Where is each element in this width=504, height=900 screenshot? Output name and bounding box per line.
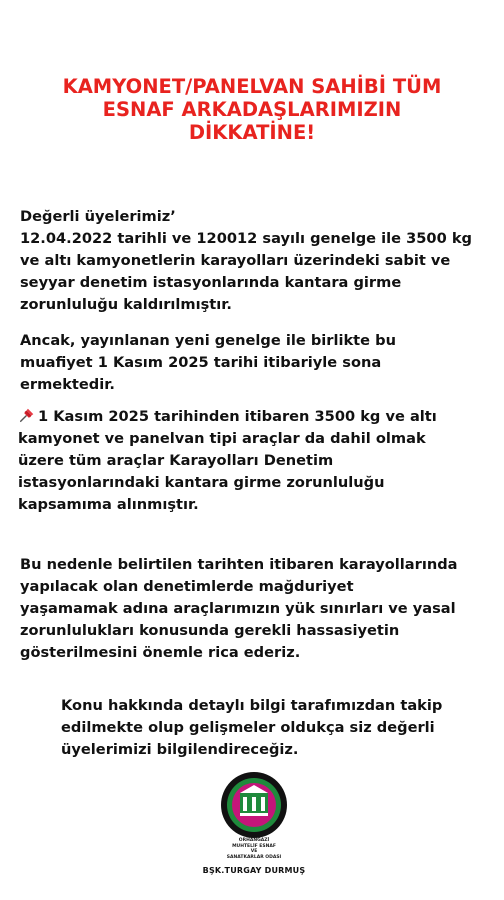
paragraph-line: kapsamıma alınmıştır.	[18, 496, 199, 513]
title-line: ESNAF ARKADAŞLARIMIZIN	[102, 98, 402, 121]
signature: BŞK.TURGAY DURMUŞ	[202, 866, 306, 875]
paragraph-line: zorunlulukları konusunda gerekli hassasiyetin	[20, 622, 400, 639]
paragraph-line: 12.04.2022 tarihli ve 120012 sayılı genelge ile 3500 kg	[20, 230, 472, 247]
announcement-title	[20, 75, 484, 144]
paragraph-line: Ancak, yayınlanan yeni genelge ile birlikte bu	[20, 332, 396, 349]
paragraph-intro	[20, 206, 472, 316]
logo-caption-line: ORHANGAZİ	[238, 838, 270, 843]
paragraph-closing	[61, 695, 442, 761]
paragraph-line-text: 1 Kasım 2025 tarihinden itibaren 3500 kg ve altı	[38, 408, 437, 425]
paragraph-line: edilmekte olup gelişmeler oldukça siz değerli	[61, 719, 435, 736]
paragraph-new-rule	[18, 406, 437, 516]
paragraph-line: ermektedir.	[20, 376, 115, 393]
logo-caption-line: SANATKARLAR ODASI	[226, 854, 282, 860]
paragraph-line: üyelerimizi bilgilendireceğiz.	[61, 741, 299, 758]
paragraph-line: seyyar denetim istasyonlarında kantara girme	[20, 274, 402, 291]
paragraph-line: istasyonlarındaki kantara girme zorunluluğu	[18, 474, 385, 491]
paragraph-line	[18, 406, 437, 428]
paragraph-line: Bu nedenle belirtilen tarihten itibaren karayollarında	[20, 556, 458, 573]
title-line: KAMYONET/PANELVAN SAHİBİ TÜM	[62, 75, 442, 98]
paragraph-line: kamyonet ve panelvan tipi araçlar da dahil olmak	[18, 430, 426, 447]
paragraph-line: üzere tüm araçlar Karayolları Denetim	[18, 452, 334, 469]
paragraph-line: Konu hakkında detaylı bilgi tarafımızdan takip	[61, 697, 443, 714]
paragraph-line: zorunluluğu kaldırılmıştır.	[20, 296, 232, 313]
logo-caption	[196, 838, 312, 860]
paragraph-request	[20, 554, 458, 664]
paragraph-line: muafiyet 1 Kasım 2025 tarihi itibariyle sona	[20, 354, 382, 371]
paragraph-line: yaşamamak adına araçlarımızın yük sınırları ve yasal	[20, 600, 456, 617]
pushpin-icon	[18, 406, 36, 424]
paragraph-line: Değerli üyelerimiz’	[20, 208, 176, 225]
chamber-logo	[216, 771, 292, 847]
title-line: DİKKATİNE!	[188, 121, 316, 144]
logo-caption-line: MUHTELİF ESNAF	[232, 843, 276, 849]
logo-caption-line: VE	[250, 849, 258, 854]
paragraph-line: yapılacak olan denetimlerde mağduriyet	[20, 578, 354, 595]
paragraph-however	[20, 330, 396, 396]
paragraph-line: gösterilmesini önemle rica ederiz.	[20, 644, 301, 661]
paragraph-line: ve altı kamyonetlerin karayolları üzerindeki sabit ve	[20, 252, 451, 269]
